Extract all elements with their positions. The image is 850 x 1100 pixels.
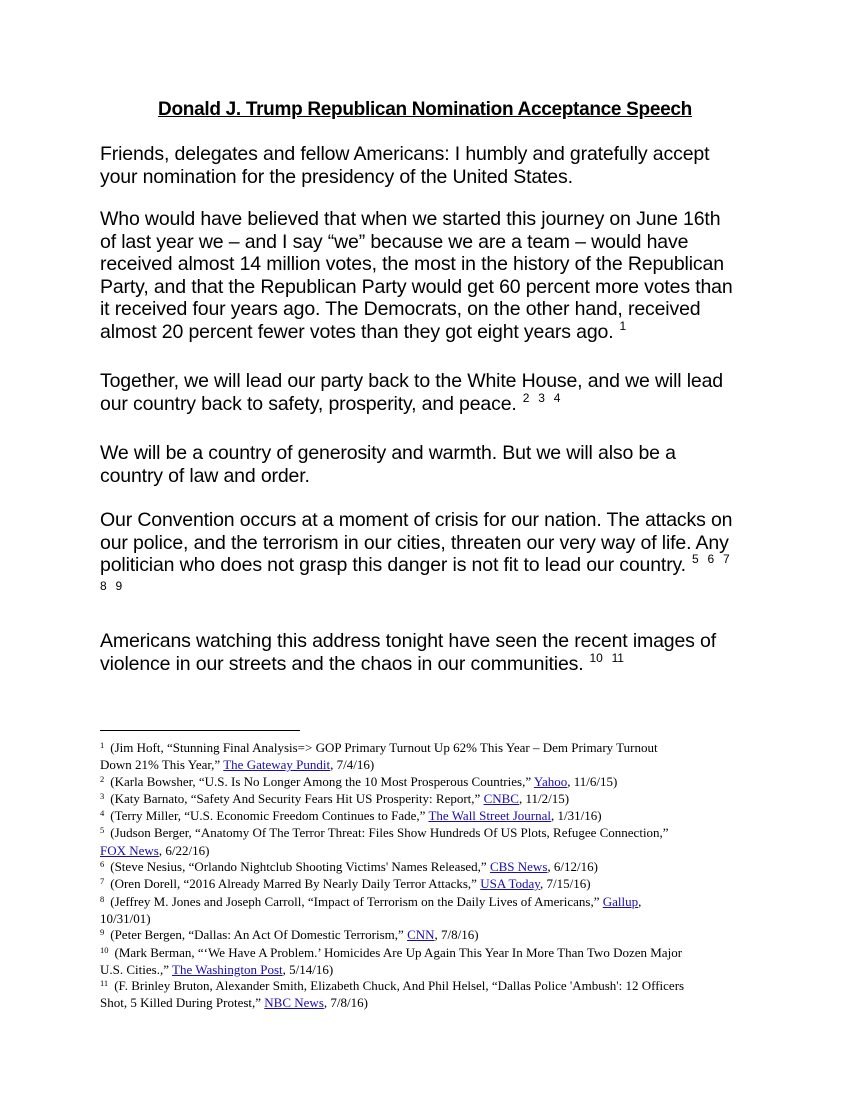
paragraph-line: Party, and that the Republican Party would get 60 percent more votes than — [100, 275, 733, 298]
footnote-line — [100, 791, 750, 808]
footnote-ref[interactable]: 4 — [553, 390, 561, 405]
footnote-text: (Karla Bowsher, “U.S. Is No Longer Among the 10 Most Prosperous Countries,” — [110, 773, 534, 789]
source-link[interactable]: Yahoo — [533, 773, 568, 789]
footnote-number: 10 — [100, 944, 109, 955]
footnote-text: , — [638, 893, 642, 909]
footnote-text: , 6/12/16) — [547, 859, 598, 875]
paragraph-line: received almost 14 million votes, the most in the history of the Republican — [100, 253, 724, 275]
footnote-item — [100, 791, 750, 808]
footnote-ref[interactable]: 9 — [115, 578, 123, 593]
paragraph-line: violence in our streets and the chaos in our communities. $^{10 11}$ — [100, 653, 716, 678]
paragraph-line: politician who does not grasp this danger is not fit to lead our country. $^{5 6 7}$ — [100, 554, 739, 579]
footnote-item — [100, 774, 750, 791]
footnote-line — [100, 859, 750, 876]
paragraph-line: of last year we – and I say “we” because we are a team – would have — [100, 230, 689, 253]
footnote-line — [100, 774, 750, 791]
footnote-refs — [590, 651, 633, 665]
paragraph-line: Who would have believed that when we started this journey on June 16th — [100, 208, 721, 230]
footnote-text: , 11/6/15) — [567, 773, 618, 789]
footnotes-section — [100, 740, 750, 1012]
footnote-line — [100, 995, 750, 1011]
footnote-text: (Jeffrey M. Jones and Joseph Carroll, “Impact of Terrorism on the Daily Lives of Americans,” — [110, 893, 603, 909]
footnote-ref[interactable]: 6 — [707, 552, 715, 566]
footnote-refs — [619, 319, 635, 333]
footnote-number: 6 — [100, 859, 105, 870]
footnote-line — [100, 757, 750, 773]
footnote-item — [100, 894, 750, 928]
footnote-item — [100, 945, 750, 979]
footnote-number: 1 — [100, 740, 105, 750]
source-link[interactable]: NBC News — [264, 995, 324, 1011]
footnote-text: (Judson Berger, “Anatomy Of The Terror Threat: Files Show Hundreds Of US Plots, Refugee Connection,” — [110, 825, 669, 841]
footnote-text: , 7/8/16) — [323, 995, 368, 1011]
footnote-item — [100, 808, 750, 825]
source-link[interactable]: FOX News — [100, 842, 159, 858]
document-title: Donald J. Trump Republican Nomination Acceptance Speech — [158, 99, 692, 120]
footnote-number: 2 — [100, 773, 105, 784]
source-link[interactable]: CNN — [407, 927, 435, 943]
footnote-text: , 7/4/16) — [330, 757, 375, 773]
footnote-line — [100, 978, 750, 995]
source-link[interactable]: Gallup — [602, 893, 639, 909]
footnote-text: (F. Brinley Bruton, Alexander Smith, Elizabeth Chuck, And Phil Helsel, “Dallas Police 'Ambush': 12 Officers — [114, 978, 685, 994]
footnote-ref[interactable]: 5 — [691, 552, 699, 566]
source-link[interactable]: The Washington Post — [172, 961, 283, 977]
paragraph-line: Americans watching this address tonight have seen the recent images of — [100, 630, 717, 652]
footnote-ref[interactable]: 11 — [611, 650, 624, 665]
footnote-text: (Jim Hoft, “Stunning Final Analysis=> GOP Primary Turnout Up 62% This Year – Dem Primary Turnout — [110, 740, 658, 755]
footnote-text: , 7/8/16) — [434, 927, 479, 943]
source-link[interactable]: USA Today — [480, 876, 540, 892]
paragraph — [100, 509, 739, 593]
paragraph — [100, 143, 709, 188]
paragraph-line: Friends, delegates and fellow Americans: I humbly and gratefully accept — [100, 143, 710, 165]
footnote-number: 11 — [100, 978, 109, 989]
paragraph — [100, 442, 676, 487]
paragraph-line: our police, and the terrorism in our cities, threaten our very way of life. Any — [100, 531, 729, 554]
footnote-number: 7 — [100, 876, 105, 887]
paragraph-line: country of law and order. — [100, 464, 310, 487]
paragraph — [100, 208, 733, 345]
footnote-line — [100, 843, 750, 859]
paragraph-line: your nomination for the presidency of the United States. — [100, 165, 573, 188]
source-link[interactable]: The Gateway Pundit — [223, 757, 331, 773]
source-link[interactable]: The Wall Street Journal — [428, 808, 552, 824]
footnote-line — [100, 911, 750, 927]
paragraph-line: Our Convention occurs at a moment of crisis for our nation. The attacks on — [100, 509, 733, 531]
footnote-text: (Steve Nesius, “Orlando Nightclub Shooting Victims' Names Released,” — [110, 859, 490, 875]
footnote-item — [100, 825, 750, 859]
footnote-refs — [692, 552, 739, 566]
footnote-ref[interactable]: 3 — [538, 390, 545, 405]
paragraph-line: our country back to safety, prosperity, and peace. $^{2 3 4}$ — [100, 393, 723, 418]
footnote-ref[interactable]: 8 — [100, 578, 107, 593]
footnote-item — [100, 876, 750, 893]
footnote-ref[interactable]: 2 — [522, 390, 530, 405]
footnote-item — [100, 927, 750, 944]
footnote-text: (Katy Barnato, “Safety And Security Fears Hit US Prosperity: Report,” — [110, 790, 484, 806]
source-link[interactable]: CNBC — [483, 790, 519, 806]
paragraph-line: almost 20 percent fewer votes than they got eight years ago. $^1$ — [100, 321, 733, 346]
footnote-ref[interactable]: 1 — [619, 318, 627, 333]
footnote-text: U.S. Cities.,” — [100, 961, 172, 977]
footnote-number: 3 — [100, 790, 105, 801]
paragraph-line: Together, we will lead our party back to the White House, and we will lead — [100, 370, 723, 392]
footnote-text: , 5/14/16) — [282, 961, 334, 977]
footnote-number: 9 — [100, 927, 105, 938]
paragraph — [100, 370, 723, 417]
footnote-text: , 1/31/16) — [551, 808, 602, 824]
footnote-text: , 11/2/15) — [518, 790, 570, 806]
footnote-line — [100, 962, 750, 978]
footnote-text: (Oren Dorell, “2016 Already Marred By Nearly Daily Terror Attacks,” — [110, 876, 481, 892]
footnote-ref[interactable]: 7 — [723, 552, 730, 566]
footnote-line — [100, 808, 750, 825]
footnote-refs-wrapped — [100, 579, 739, 593]
footnote-text: Down 21% This Year,” — [100, 757, 224, 773]
paragraph-line: We will be a country of generosity and warmth. But we will also be a — [100, 442, 676, 464]
footnote-text: , 7/15/16) — [539, 876, 591, 892]
footnote-line — [100, 740, 750, 757]
paragraph-line: it received four years ago. The Democrats, on the other hand, received — [100, 298, 701, 320]
footnote-number: 8 — [100, 893, 105, 904]
footnote-line — [100, 945, 750, 962]
footnote-text: (Terry Miller, “U.S. Economic Freedom Continues to Fade,” — [110, 808, 429, 824]
footnote-line — [100, 876, 750, 893]
footnote-refs — [523, 391, 570, 405]
footnote-line — [100, 894, 750, 911]
footnote-text: (Peter Bergen, “Dallas: An Act Of Domestic Terrorism,” — [110, 927, 408, 943]
footnote-ref[interactable]: 10 — [589, 650, 603, 665]
footnote-text: 10/31/01) — [100, 910, 151, 926]
paragraph — [100, 630, 716, 677]
footnote-line — [100, 825, 750, 842]
footnote-text: Shot, 5 Killed During Protest,” — [100, 995, 265, 1011]
footnote-item — [100, 978, 750, 1012]
footnote-number: 4 — [100, 808, 105, 819]
footnote-item — [100, 740, 750, 774]
footnote-text: (Mark Berman, “‘We Have A Problem.’ Homicides Are Up Again This Year In More Than Two Dozen Major — [114, 944, 683, 960]
footnote-text: , 6/22/16) — [158, 842, 210, 858]
footnote-number: 5 — [100, 825, 105, 836]
footnote-item — [100, 859, 750, 876]
footnote-separator — [100, 730, 300, 731]
footnote-line — [100, 927, 750, 944]
source-link[interactable]: CBS News — [489, 859, 548, 875]
